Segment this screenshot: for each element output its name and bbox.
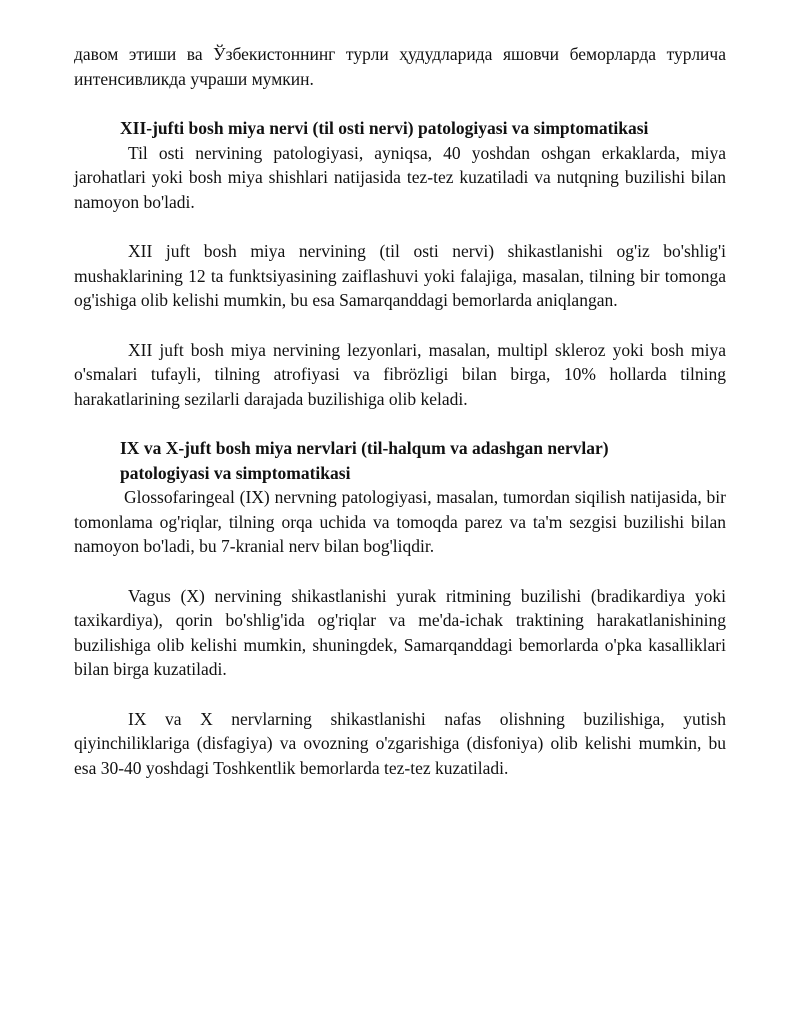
- section-heading-ix-x-line1: IX va X-juft bosh miya nervlari (til-halqum va adashgan nervlar): [120, 438, 609, 458]
- section-heading-ix-x: [74, 436, 726, 485]
- intro-paragraph: давом этиши ва Ўзбекистоннинг турли ҳудудларида яшовчи беморларда турлича интенсивликда учраши мумкин.: [74, 44, 726, 89]
- paragraph-xii-3: XII juft bosh miya nervining lezyonlari, masalan, multipl skleroz yoki bosh miya o'smalari tufayli, tilning atrofiyasi va fibrözligi bilan birga, 10% hollarda tilning harakatlarining sezilarli darajada buzilishiga olib keladi.: [74, 339, 726, 409]
- section-heading-ix-x-line2: patologiyasi va simptomatikasi: [120, 462, 351, 483]
- section-heading-xii: XII-jufti bosh miya nervi (til osti nervi) patologiyasi va simptomatikasi: [120, 118, 649, 138]
- paragraph-xii-2: XII juft bosh miya nervining (til osti nervi) shikastlanishi og'iz bo'shlig'i mushaklarining 12 ta funktsiyasining zaiflashuvi yoki falajiga, masalan, tilning bir tomonga og'ishiga olib kelishi mumkin, bu esa Samarqanddagi bemorlarda aniqlangan.: [74, 241, 726, 310]
- paragraph-ix-1: Glossofaringeal (IX) nervning patologiyasi, masalan, tumordan siqilish natijasida, bir tomonlama og'riqlar, tilning orqa uchida va tomoqda parez va ta'm sezgisi buzilishi bilan namoyon bo'ladi, bu 7-kranial nerv bilan bog'liqdir.: [74, 487, 726, 556]
- document-page: [74, 42, 726, 780]
- paragraph-xii-1: Til osti nervining patologiyasi, ayniqsa, 40 yoshdan oshgan erkaklarda, miya jarohatlari yoki bosh miya shishlari natijasida tez-tez kuzatiladi va nutqning buzilishi bilan namoyon bo'ladi.: [74, 142, 726, 212]
- paragraph-ix-x-2: IX va X nervlarning shikastlanishi nafas olishning buzilishiga, yutish qiyinchiliklariga (disfagiya) va ovozning o'zgarishiga (disfoniya) olib kelishi mumkin, bu esa 30-40 yoshdagi Toshkentlik bemorlarda tez-tez kuzatiladi.: [74, 708, 726, 778]
- paragraph-x-1: Vagus (X) nervining shikastlanishi yurak ritmining buzilishi (bradikardiya yoki taxikardiya), qorin bo'shlig'ida og'riqlar va me'da-ichak traktining harakatlanishining buzilishiga olib kelishi mumkin, shuningdek, Samarqanddagi bemorlarda o'pka kasalliklari bilan birga kuzatiladi.: [74, 585, 726, 679]
